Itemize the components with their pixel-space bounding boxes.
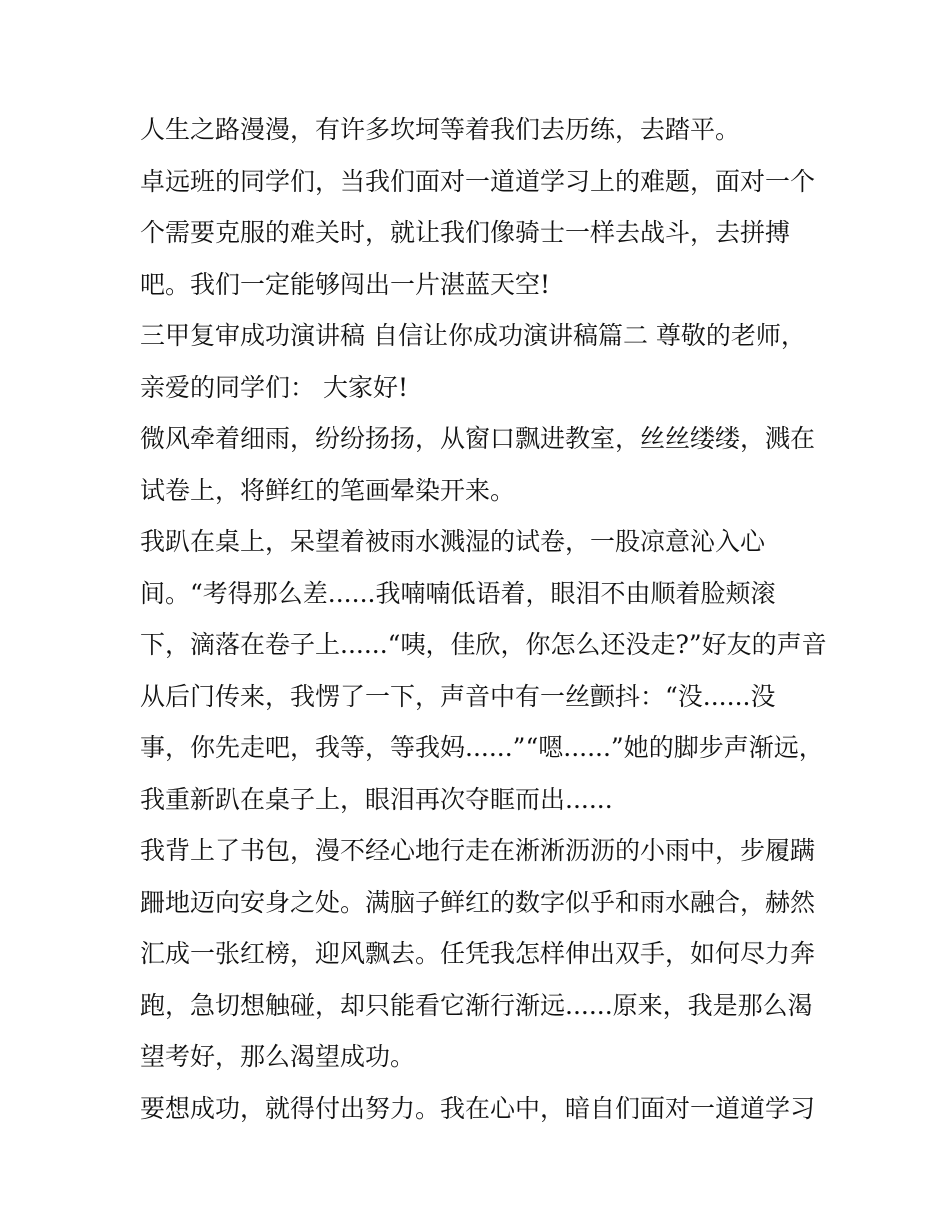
text-line: 望考好，那么渴望成功。 — [140, 1042, 416, 1071]
text-line: 试卷上，将鲜红的笔画晕染开来。 — [140, 475, 516, 505]
text-line: 个需要克服的难关时，就让我们像骑士一样去战斗，去拼搏 — [140, 218, 791, 247]
text-line: 间。“考得那么差......我喃喃低语着，眼泪不由顺着脸颊滚 — [140, 578, 776, 608]
text-line: 三甲复审成功演讲稿 自信让你成功演讲稿篇二 尊敬的老师， — [140, 321, 806, 350]
text-line: 我趴在桌上，呆望着被雨水溅湿的试卷，一股凉意沁入心 — [140, 527, 766, 556]
text-line: 从后门传来，我愣了一下，声音中有一丝颤抖：“没......没 — [140, 681, 776, 711]
text-line: 我重新趴在桌子上，眼泪再次夺眶而出...... — [140, 784, 613, 814]
text-line: 跑，急切想触碰，却只能看它渐行渐远......原来，我是那么渴 — [140, 990, 813, 1020]
text-line: 微风牵着细雨，纷纷扬扬，从窗口飘进教室，丝丝缕缕，溅在 — [140, 424, 816, 453]
text-line: 亲爱的同学们： 大家好! — [140, 372, 408, 402]
text-line: 人生之路漫漫，有许多坎坷等着我们去历练，去踏平。 — [140, 115, 741, 144]
body-text — [140, 104, 827, 1134]
text-line: 事，你先走吧，我等，等我妈......”“嗯......”她的脚步声渐远， — [140, 733, 824, 762]
text-line: 卓远班的同学们，当我们面对一道道学习上的难题，面对一个 — [140, 166, 816, 196]
text-line: 下，滴落在卷子上......“咦，佳欣，你怎么还没走?”好友的声音 — [140, 630, 827, 659]
text-line: 吧。我们一定能够闯出一片湛蓝天空! — [140, 269, 551, 299]
text-line: 跚地迈向安身之处。满脑子鲜红的数字似乎和雨水融合，赫然 — [140, 887, 816, 917]
text-line: 我背上了书包，漫不经心地行走在淅淅沥沥的小雨中，步履蹒 — [140, 836, 816, 865]
text-line: 汇成一张红榜，迎风飘去。任凭我怎样伸出双手，如何尽力奔 — [140, 939, 816, 968]
text-line: 要想成功，就得付出努力。我在心中，暗自们面对一道道学习 — [140, 1093, 816, 1123]
